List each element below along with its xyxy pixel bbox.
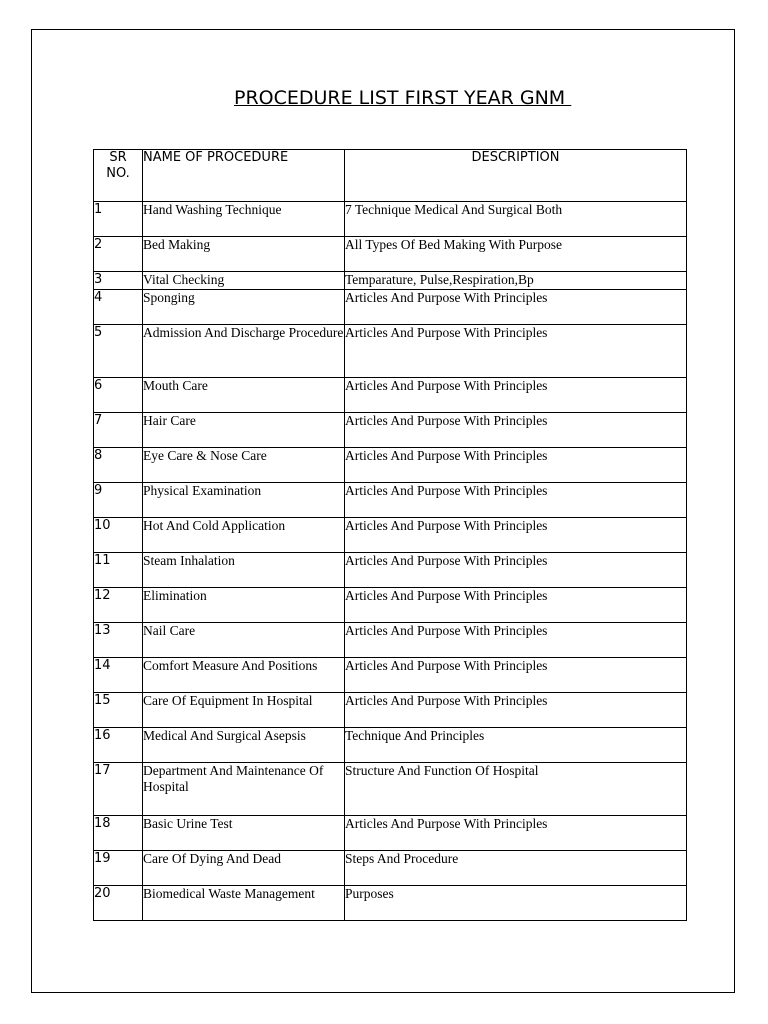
row-description: Articles And Purpose With Principles [345, 658, 687, 693]
row-description: 7 Technique Medical And Surgical Both [345, 202, 687, 237]
table-header-row [94, 150, 687, 202]
row-procedure-name: Comfort Measure And Positions [143, 658, 345, 693]
header-sr-line1: SR [109, 150, 127, 165]
row-sr-no: 20 [94, 886, 143, 921]
table-row [94, 693, 687, 728]
row-sr-no: 16 [94, 728, 143, 763]
row-procedure-name: Eye Care & Nose Care [143, 448, 345, 483]
row-description: Articles And Purpose With Principles [345, 325, 687, 378]
row-sr-no: 11 [94, 553, 143, 588]
row-procedure-name: Care Of Equipment In Hospital [143, 693, 345, 728]
header-sr-line2: NO. [106, 166, 130, 181]
row-description: Articles And Purpose With Principles [345, 553, 687, 588]
row-procedure-name: Elimination [143, 588, 345, 623]
row-sr-no: 6 [94, 378, 143, 413]
row-description: Articles And Purpose With Principles [345, 623, 687, 658]
row-description: Articles And Purpose With Principles [345, 693, 687, 728]
row-description: Purposes [345, 886, 687, 921]
header-name: NAME OF PROCEDURE [143, 150, 345, 202]
table-row [94, 325, 687, 378]
table-body [94, 202, 687, 921]
row-procedure-name: Sponging [143, 290, 345, 325]
row-description: Articles And Purpose With Principles [345, 413, 687, 448]
table-row [94, 553, 687, 588]
row-sr-no: 14 [94, 658, 143, 693]
row-procedure-name: Department And Maintenance Of Hospital [143, 763, 345, 816]
row-procedure-name: Hand Washing Technique [143, 202, 345, 237]
row-procedure-name: Medical And Surgical Asepsis [143, 728, 345, 763]
row-description: Articles And Purpose With Principles [345, 588, 687, 623]
table-row [94, 202, 687, 237]
row-procedure-name: Biomedical Waste Management [143, 886, 345, 921]
row-sr-no: 7 [94, 413, 143, 448]
row-procedure-name: Hot And Cold Application [143, 518, 345, 553]
row-description: Articles And Purpose With Principles [345, 378, 687, 413]
row-description: Articles And Purpose With Principles [345, 518, 687, 553]
table-row [94, 518, 687, 553]
table-row [94, 378, 687, 413]
row-sr-no: 19 [94, 851, 143, 886]
row-sr-no: 3 [94, 272, 143, 290]
row-description: Articles And Purpose With Principles [345, 816, 687, 851]
row-description: All Types Of Bed Making With Purpose [345, 237, 687, 272]
row-sr-no: 1 [94, 202, 143, 237]
row-sr-no: 18 [94, 816, 143, 851]
row-sr-no: 17 [94, 763, 143, 816]
row-procedure-name: Bed Making [143, 237, 345, 272]
table-row [94, 623, 687, 658]
row-sr-no: 9 [94, 483, 143, 518]
row-sr-no: 10 [94, 518, 143, 553]
table-row [94, 290, 687, 325]
row-description: Temparature, Pulse,Respiration,Bp [345, 272, 687, 290]
table-row [94, 816, 687, 851]
header-description: DESCRIPTION [345, 150, 687, 202]
row-procedure-name: Steam Inhalation [143, 553, 345, 588]
row-sr-no: 5 [94, 325, 143, 378]
row-procedure-name: Physical Examination [143, 483, 345, 518]
table-row [94, 658, 687, 693]
table-row [94, 483, 687, 518]
row-procedure-name: Mouth Care [143, 378, 345, 413]
row-procedure-name: Hair Care [143, 413, 345, 448]
row-procedure-name: Nail Care [143, 623, 345, 658]
row-description: Articles And Purpose With Principles [345, 483, 687, 518]
table-row [94, 728, 687, 763]
row-sr-no: 4 [94, 290, 143, 325]
table-row [94, 413, 687, 448]
table-row [94, 448, 687, 483]
row-description: Structure And Function Of Hospital [345, 763, 687, 816]
row-procedure-name: Basic Urine Test [143, 816, 345, 851]
row-description: Technique And Principles [345, 728, 687, 763]
table-row [94, 237, 687, 272]
header-sr-no [94, 150, 143, 202]
row-description: Articles And Purpose With Principles [345, 448, 687, 483]
table-row [94, 763, 687, 816]
row-procedure-name: Vital Checking [143, 272, 345, 290]
row-description: Articles And Purpose With Principles [345, 290, 687, 325]
row-sr-no: 12 [94, 588, 143, 623]
row-procedure-name: Care Of Dying And Dead [143, 851, 345, 886]
table-row [94, 851, 687, 886]
row-sr-no: 8 [94, 448, 143, 483]
row-procedure-name: Admission And Discharge Procedure [143, 325, 345, 378]
procedure-table [93, 149, 687, 921]
page-title: PROCEDURE LIST FIRST YEAR GNM [234, 87, 572, 109]
row-sr-no: 15 [94, 693, 143, 728]
table-row [94, 886, 687, 921]
table-row [94, 272, 687, 290]
table-row [94, 588, 687, 623]
row-sr-no: 2 [94, 237, 143, 272]
row-description: Steps And Procedure [345, 851, 687, 886]
row-sr-no: 13 [94, 623, 143, 658]
